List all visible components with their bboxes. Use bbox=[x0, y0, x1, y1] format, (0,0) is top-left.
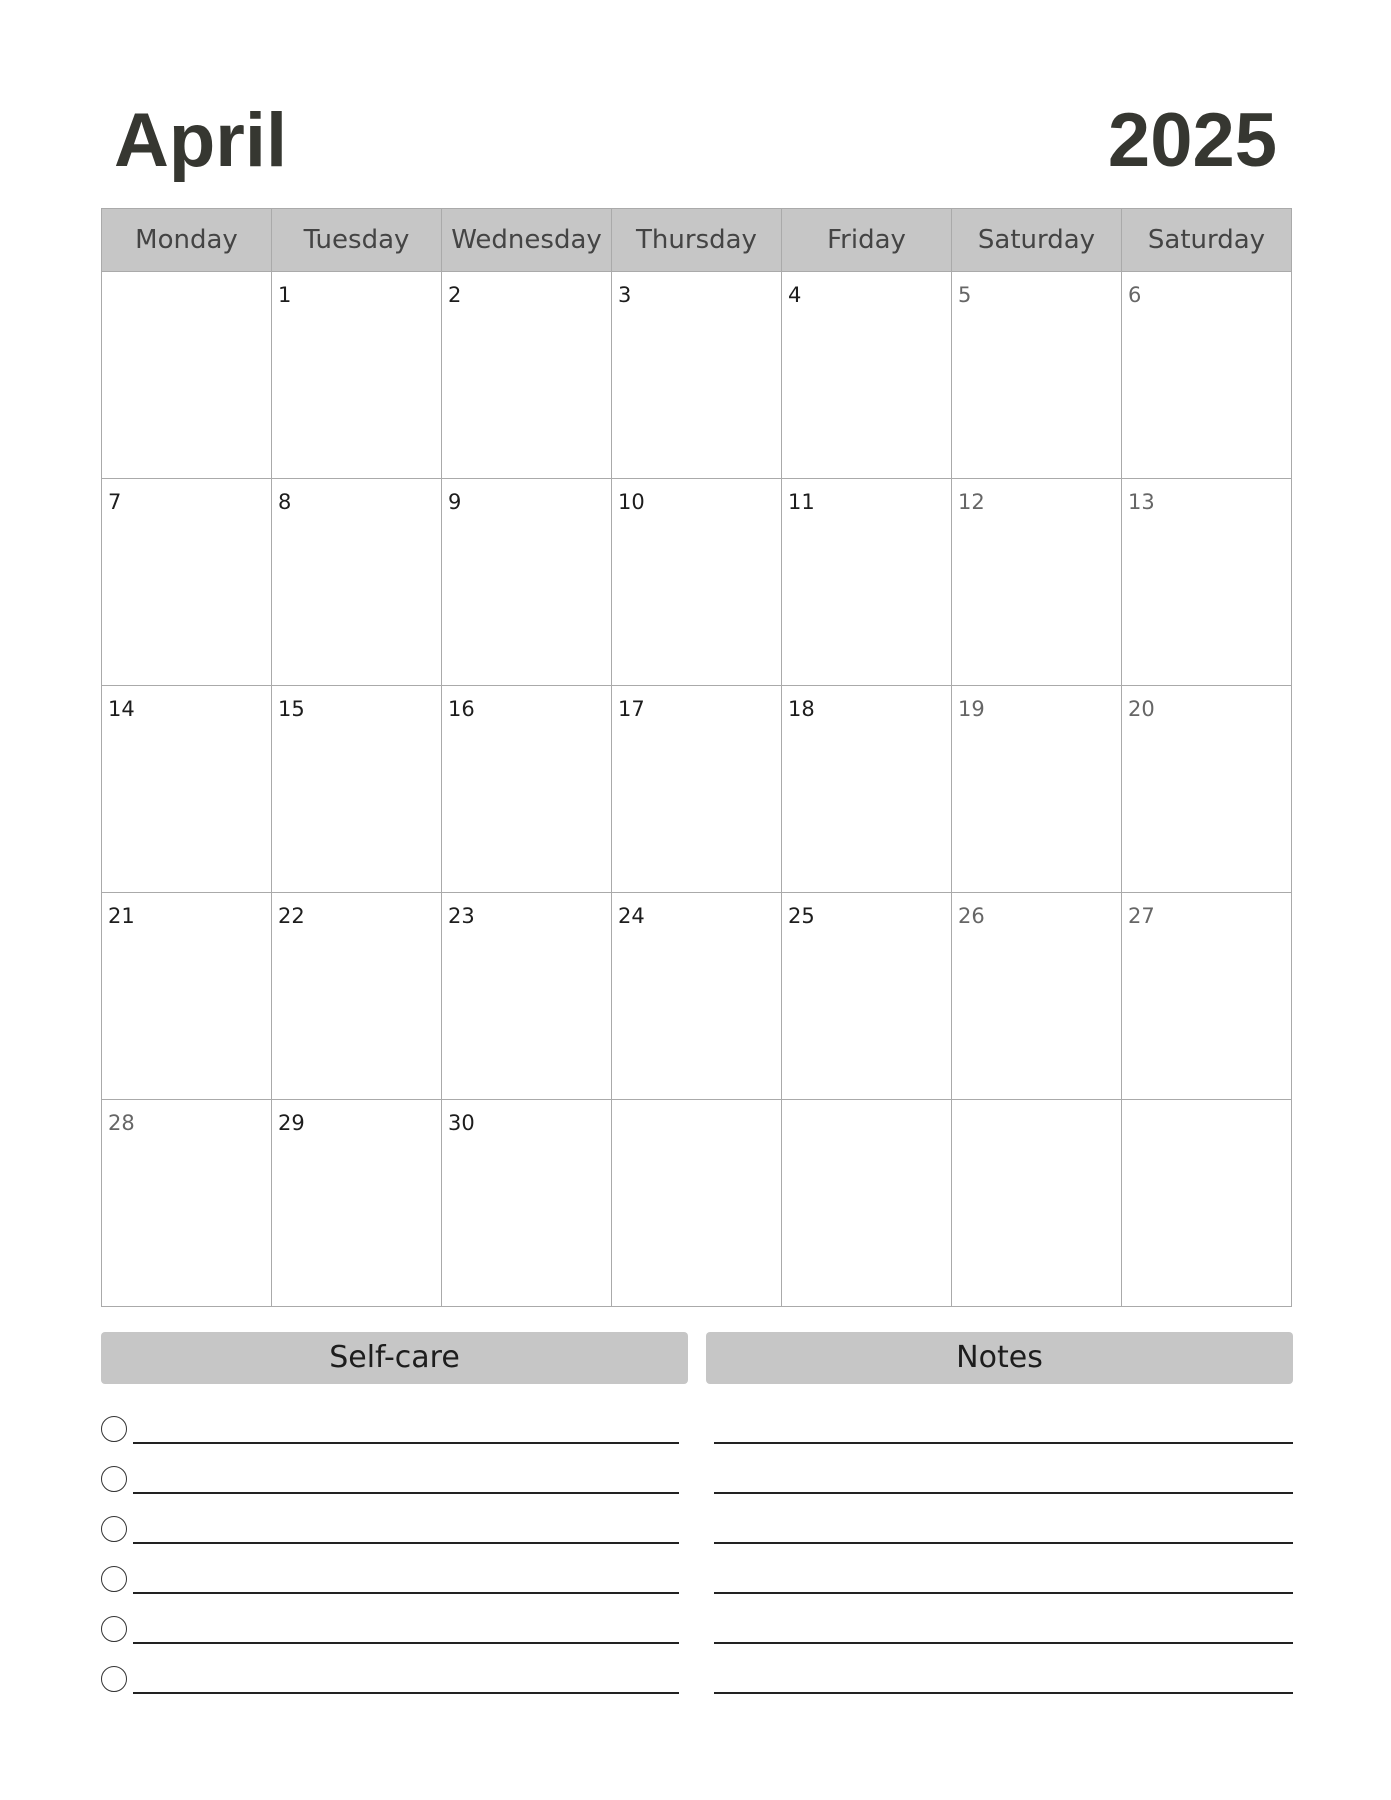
day-number: 9 bbox=[448, 490, 462, 514]
day-number: 8 bbox=[278, 490, 292, 514]
day-number: 20 bbox=[1128, 697, 1155, 721]
selfcare-checklist bbox=[101, 1410, 681, 1710]
day-number: 10 bbox=[618, 490, 645, 514]
checklist-item bbox=[101, 1460, 681, 1510]
note-line[interactable] bbox=[714, 1542, 1293, 1544]
checklist-line[interactable] bbox=[133, 1542, 679, 1544]
day-number: 27 bbox=[1128, 904, 1155, 928]
day-number: 25 bbox=[788, 904, 815, 928]
checklist-item bbox=[101, 1610, 681, 1660]
note-row bbox=[714, 1560, 1293, 1610]
day-cell[interactable] bbox=[442, 272, 612, 479]
day-cell[interactable] bbox=[102, 686, 272, 893]
day-cell[interactable] bbox=[952, 479, 1122, 686]
day-cell[interactable] bbox=[782, 1100, 952, 1307]
checklist-item bbox=[101, 1660, 681, 1710]
day-number: 22 bbox=[278, 904, 305, 928]
day-number bbox=[102, 272, 271, 282]
day-cell[interactable] bbox=[442, 893, 612, 1100]
day-cell[interactable] bbox=[272, 479, 442, 686]
day-number: 4 bbox=[788, 283, 802, 307]
day-number: 26 bbox=[958, 904, 985, 928]
day-cell[interactable] bbox=[1122, 686, 1292, 893]
day-cell[interactable] bbox=[102, 893, 272, 1100]
note-line[interactable] bbox=[714, 1692, 1293, 1694]
day-number: 16 bbox=[448, 697, 475, 721]
day-number: 29 bbox=[278, 1111, 305, 1135]
day-cell[interactable] bbox=[102, 479, 272, 686]
note-line[interactable] bbox=[714, 1492, 1293, 1494]
day-cell[interactable] bbox=[952, 686, 1122, 893]
week-row bbox=[102, 479, 1292, 686]
day-cell[interactable] bbox=[782, 272, 952, 479]
checklist-item bbox=[101, 1560, 681, 1610]
month-title: April bbox=[114, 98, 288, 183]
week-row bbox=[102, 686, 1292, 893]
week-row bbox=[102, 893, 1292, 1100]
weekday-header: Saturday bbox=[952, 209, 1122, 272]
note-line[interactable] bbox=[714, 1642, 1293, 1644]
day-number: 13 bbox=[1128, 490, 1155, 514]
weekday-header: Thursday bbox=[612, 209, 782, 272]
calendar-grid bbox=[101, 208, 1292, 1307]
day-cell[interactable] bbox=[272, 1100, 442, 1307]
day-number: 12 bbox=[958, 490, 985, 514]
notes-header: Notes bbox=[706, 1332, 1293, 1384]
selfcare-header: Self-care bbox=[101, 1332, 688, 1384]
note-row bbox=[714, 1410, 1293, 1460]
weekday-header: Monday bbox=[102, 209, 272, 272]
day-number: 5 bbox=[958, 283, 972, 307]
day-number: 19 bbox=[958, 697, 985, 721]
day-number: 28 bbox=[108, 1111, 135, 1135]
day-cell[interactable] bbox=[272, 272, 442, 479]
day-number: 21 bbox=[108, 904, 135, 928]
day-cell[interactable] bbox=[782, 479, 952, 686]
day-cell[interactable] bbox=[442, 686, 612, 893]
day-number: 11 bbox=[788, 490, 815, 514]
day-number: 6 bbox=[1128, 283, 1142, 307]
day-cell[interactable] bbox=[1122, 1100, 1292, 1307]
day-cell[interactable] bbox=[612, 479, 782, 686]
day-cell[interactable] bbox=[1122, 893, 1292, 1100]
checkbox-circle-icon[interactable] bbox=[101, 1566, 127, 1592]
day-number bbox=[952, 1100, 1121, 1110]
day-number: 3 bbox=[618, 283, 632, 307]
checklist-line[interactable] bbox=[133, 1642, 679, 1644]
day-cell[interactable] bbox=[272, 893, 442, 1100]
checklist-line[interactable] bbox=[133, 1592, 679, 1594]
day-number: 2 bbox=[448, 283, 462, 307]
note-row bbox=[714, 1610, 1293, 1660]
day-number: 7 bbox=[108, 490, 122, 514]
notes-lines bbox=[714, 1410, 1293, 1710]
day-number: 14 bbox=[108, 697, 135, 721]
weekday-header: Tuesday bbox=[272, 209, 442, 272]
checklist-line[interactable] bbox=[133, 1442, 679, 1444]
checkbox-circle-icon[interactable] bbox=[101, 1466, 127, 1492]
checklist-item bbox=[101, 1510, 681, 1560]
day-cell[interactable] bbox=[442, 1100, 612, 1307]
week-row bbox=[102, 272, 1292, 479]
day-cell[interactable] bbox=[102, 1100, 272, 1307]
day-number: 15 bbox=[278, 697, 305, 721]
day-cell[interactable] bbox=[952, 893, 1122, 1100]
weekday-header-row bbox=[102, 209, 1292, 272]
day-cell[interactable] bbox=[612, 272, 782, 479]
day-cell[interactable] bbox=[1122, 272, 1292, 479]
day-cell[interactable] bbox=[782, 893, 952, 1100]
note-row bbox=[714, 1460, 1293, 1510]
note-row bbox=[714, 1510, 1293, 1560]
day-cell[interactable] bbox=[612, 893, 782, 1100]
day-number: 18 bbox=[788, 697, 815, 721]
day-cell[interactable] bbox=[612, 1100, 782, 1307]
year-title: 2025 bbox=[1107, 98, 1277, 183]
day-number: 23 bbox=[448, 904, 475, 928]
day-cell[interactable] bbox=[952, 272, 1122, 479]
day-cell[interactable] bbox=[272, 686, 442, 893]
day-number: 17 bbox=[618, 697, 645, 721]
checklist-line[interactable] bbox=[133, 1692, 679, 1694]
day-cell[interactable] bbox=[612, 686, 782, 893]
note-line[interactable] bbox=[714, 1592, 1293, 1594]
checklist-line[interactable] bbox=[133, 1492, 679, 1494]
week-row bbox=[102, 1100, 1292, 1307]
note-row bbox=[714, 1660, 1293, 1710]
day-cell[interactable] bbox=[1122, 479, 1292, 686]
checkbox-circle-icon[interactable] bbox=[101, 1516, 127, 1542]
day-number: 24 bbox=[618, 904, 645, 928]
day-cell[interactable] bbox=[782, 686, 952, 893]
checkbox-circle-icon[interactable] bbox=[101, 1666, 127, 1692]
day-cell[interactable] bbox=[442, 479, 612, 686]
checklist-item bbox=[101, 1410, 681, 1460]
checkbox-circle-icon[interactable] bbox=[101, 1616, 127, 1642]
day-number: 1 bbox=[278, 283, 292, 307]
weekday-header: Wednesday bbox=[442, 209, 612, 272]
day-cell[interactable] bbox=[952, 1100, 1122, 1307]
checkbox-circle-icon[interactable] bbox=[101, 1416, 127, 1442]
weekday-header: Friday bbox=[782, 209, 952, 272]
day-number bbox=[782, 1100, 951, 1110]
weekday-header: Saturday bbox=[1122, 209, 1292, 272]
day-number bbox=[612, 1100, 781, 1110]
day-number: 30 bbox=[448, 1111, 475, 1135]
day-number bbox=[1122, 1100, 1291, 1110]
note-line[interactable] bbox=[714, 1442, 1293, 1444]
day-cell[interactable] bbox=[102, 272, 272, 479]
